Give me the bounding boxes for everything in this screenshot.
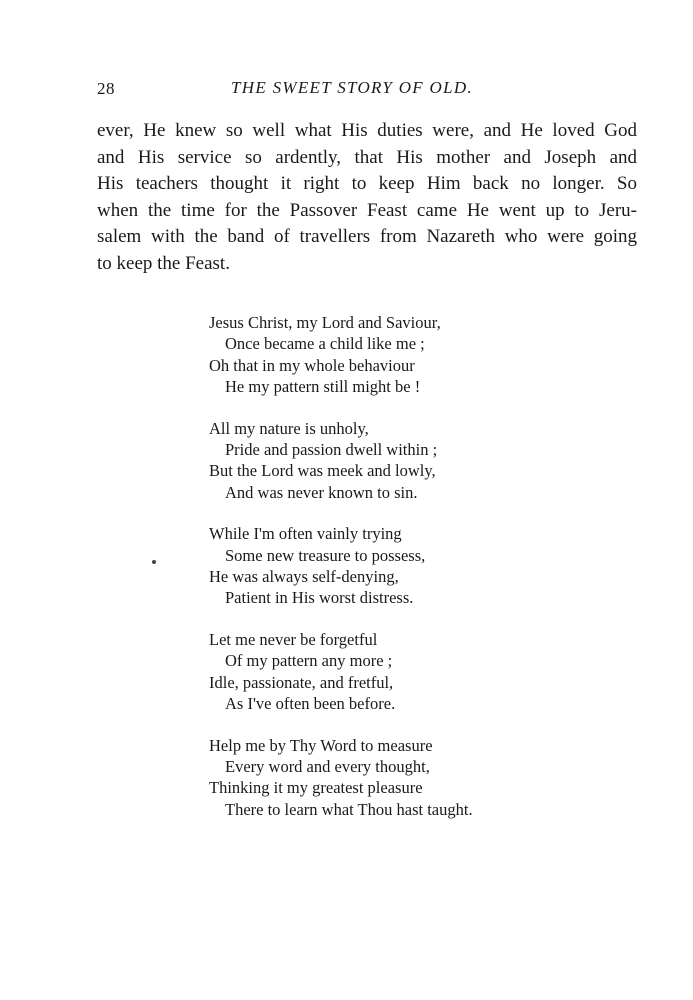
verse-line: Of my pattern any more ; xyxy=(225,651,393,671)
prose-line: to keep the Feast. xyxy=(97,252,230,274)
verse-line: Some new treasure to possess, xyxy=(225,545,426,565)
prose-line: when the time for the Passover Feast came He went up to Jeru- xyxy=(97,199,637,221)
verse-line: And was never known to sin. xyxy=(225,482,418,502)
verse-line: As I've often been before. xyxy=(225,693,396,713)
verse-line: Jesus Christ, my Lord and Saviour, xyxy=(209,313,441,332)
verse-line: Once became a child like me ; xyxy=(225,334,425,354)
stanza xyxy=(209,523,473,608)
verse-line: While I'm often vainly trying xyxy=(209,524,402,544)
stanza xyxy=(209,312,473,397)
prose-line: His teachers thought it right to keep Him back no longer. So xyxy=(97,173,637,194)
ink-speck xyxy=(152,560,156,564)
stanza xyxy=(209,735,473,820)
prose-paragraph xyxy=(97,118,637,277)
verse-line: Every word and every thought, xyxy=(225,757,430,777)
page-number: 28 xyxy=(97,79,115,98)
verse-line: Help me by Thy Word to measure xyxy=(209,735,433,755)
verse-line: There to learn what Thou hast taught. xyxy=(225,799,473,819)
running-title: THE SWEET STORY OF OLD. xyxy=(231,78,473,97)
verse-line: All my nature is unholy, xyxy=(209,418,369,438)
verse-line: Pride and passion dwell within ; xyxy=(225,439,438,459)
verse-line: Idle, passionate, and fretful, xyxy=(209,672,394,692)
verse-line: Thinking it my greatest pleasure xyxy=(209,778,423,798)
verse-line: Patient in His worst distress. xyxy=(225,588,414,608)
verse-line: But the Lord was meek and lowly, xyxy=(209,461,436,481)
verse-line: Oh that in my whole behaviour xyxy=(209,355,415,375)
prose-line: salem with the band of travellers from Nazareth who were going xyxy=(97,226,637,247)
verse-line: Let me never be forgetful xyxy=(209,630,378,650)
verse-line: He was always self-denying, xyxy=(209,566,399,586)
prose-line: and His service so ardently, that His mother and Joseph and xyxy=(97,146,637,168)
stanza xyxy=(209,629,473,714)
hymn xyxy=(209,312,473,840)
verse-line: He my pattern still might be ! xyxy=(225,376,421,396)
stanza xyxy=(209,418,473,503)
prose-line: ever, He knew so well what His duties were, and He loved God xyxy=(97,120,637,141)
